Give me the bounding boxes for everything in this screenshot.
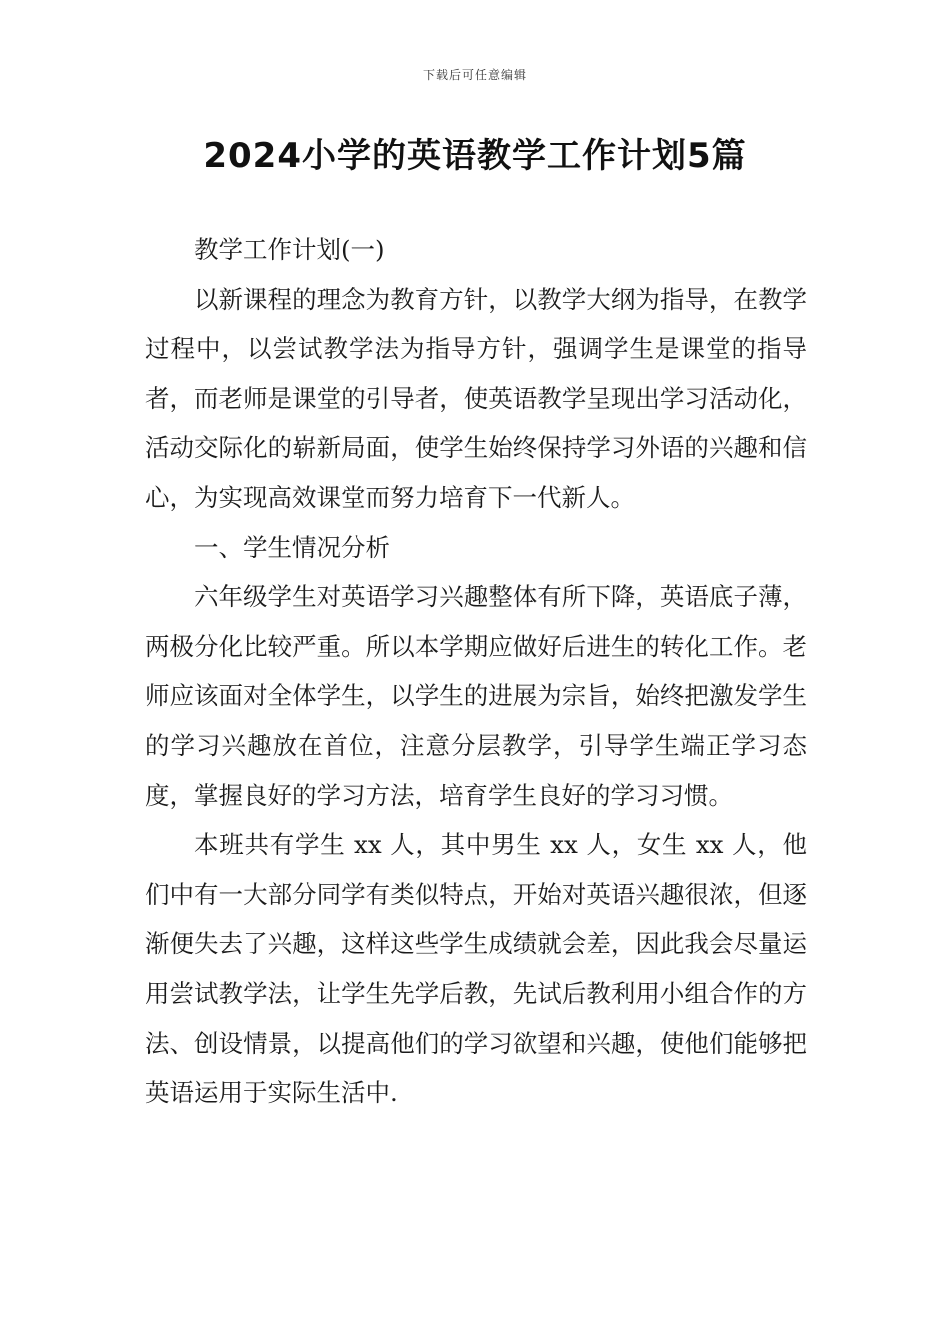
section-heading-student-analysis: 一、学生情况分析 — [194, 532, 390, 562]
paragraph-class-composition: 本班共有学生 xx 人，其中男生 xx 人，女生 xx 人，他们中有一大部分同学有类似特点，开始对英语兴趣很浓，但逐渐便失去了兴趣，这样这些学生成绩就会差，因此我会尽量运用尝试教学法，让学生先学后教，先试后教利用小组合作的方法、创设情景，以提高他们的学习欲望和兴趣，使他们能够把英语运用于实际生活中. — [145, 830, 807, 1108]
document-body — [145, 225, 807, 1118]
paragraph-grade-six-analysis: 六年级学生对英语学习兴趣整体有所下降，英语底子薄，两极分化比较严重。所以本学期应做好后进生的转化工作。老师应该面对全体学生，以学生的进展为宗旨，始终把激发学生的学习兴趣放在首位，注意分层教学，引导学生端正学习态度，掌握良好的学习方法，培育学生良好的学习习惯。 — [145, 582, 807, 810]
header-note: 下载后可任意编辑 — [422, 68, 527, 82]
paragraph-guiding-principle: 以新课程的理念为教育方针，以教学大纲为指导，在教学过程中，以尝试教学法为指导方针，强调学生是课堂的指导者，而老师是课堂的引导者，使英语教学呈现出学习活动化，活动交际化的崭新局面，使学生始终保持学习外语的兴趣和信心，为实现高效课堂而努力培育下一代新人。 — [145, 284, 807, 512]
document-title: 2024小学的英语教学工作计划5篇 — [203, 136, 747, 176]
section-heading-plan-one: 教学工作计划(一) — [194, 235, 385, 264]
